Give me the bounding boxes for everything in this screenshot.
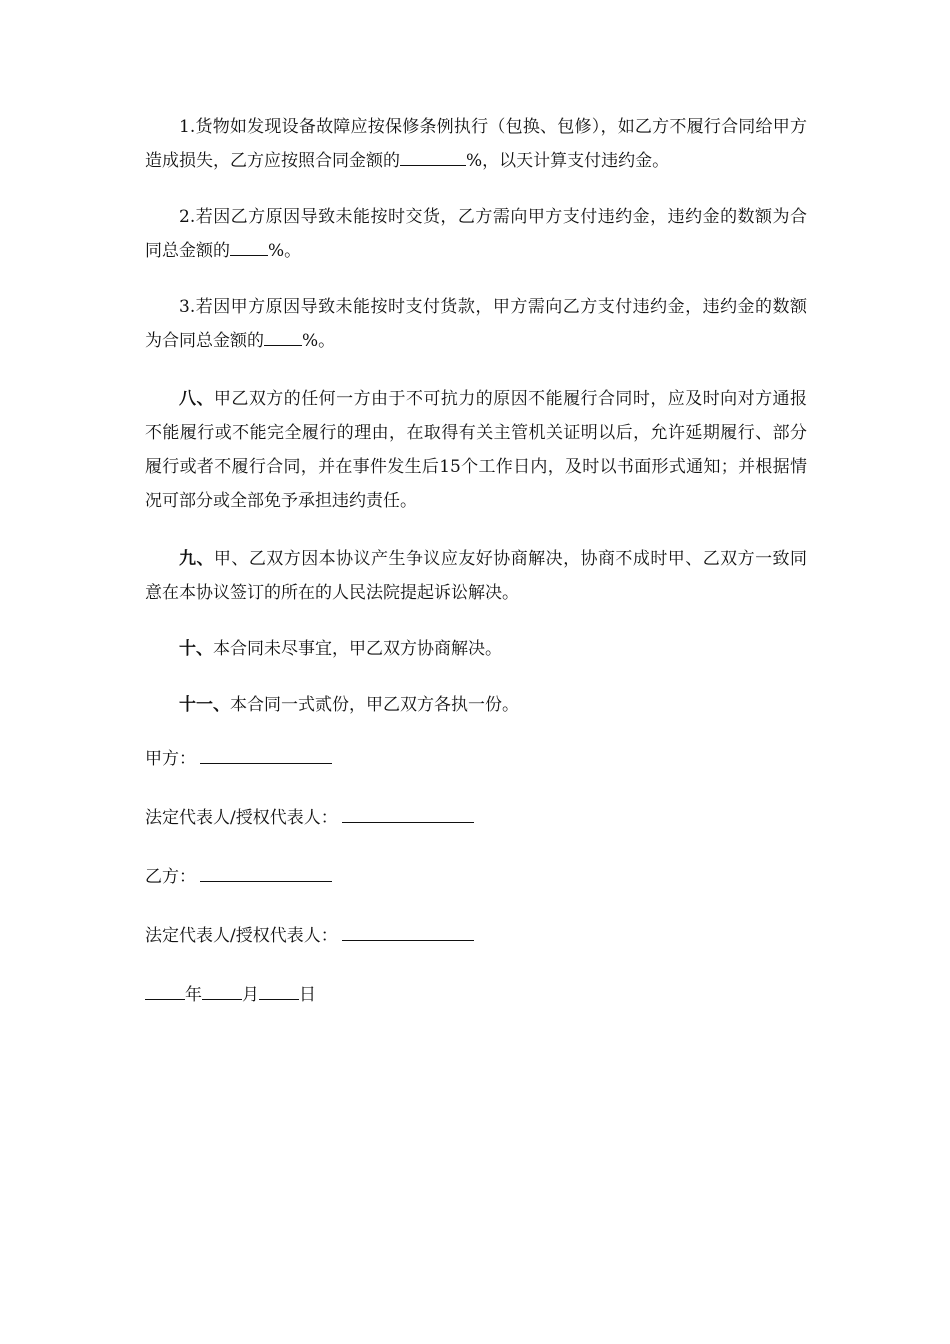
rep-a-label: 法定代表人/授权代表人： — [145, 808, 338, 828]
rep-a-blank[interactable] — [342, 802, 474, 823]
rep-b-label: 法定代表人/授权代表人： — [145, 926, 338, 946]
section-heading: 十、 — [179, 639, 213, 659]
date-line — [145, 978, 807, 1012]
party-a-blank[interactable] — [200, 743, 332, 764]
section-heading: 九、 — [179, 549, 214, 569]
party-a-label: 甲方： — [145, 749, 196, 769]
section-text: 本合同未尽事宜，甲乙双方协商解决。 — [213, 639, 502, 659]
clause-number: 3. — [179, 297, 196, 317]
clause-text-end: %。 — [268, 241, 302, 261]
section-10 — [145, 632, 807, 666]
section-heading: 十一、 — [179, 695, 230, 715]
party-a-line — [145, 742, 807, 776]
section-text: 本合同一式贰份，甲乙双方各执一份。 — [230, 695, 519, 715]
clause-3 — [145, 290, 807, 358]
section-8 — [145, 382, 807, 518]
percent-blank[interactable] — [230, 235, 268, 256]
rep-a-line — [145, 801, 807, 835]
party-b-line — [145, 860, 807, 894]
contract-body — [145, 110, 807, 1037]
clause-text: 若因甲方原因导致未能按时支付货款，甲方需向乙方支付违约金，违约金的数额为合同总金额的 — [145, 297, 807, 351]
day-blank[interactable] — [259, 979, 299, 1000]
clause-text-end: %，以天计算支付违约金。 — [466, 151, 670, 171]
percent-blank[interactable] — [400, 145, 466, 166]
clause-number: 2. — [179, 207, 196, 227]
clause-text-end: %。 — [302, 331, 336, 351]
section-text: 甲、乙双方因本协议产生争议应友好协商解决，协商不成时甲、乙双方一致同意在本协议签订的所在的人民法院提起诉讼解决。 — [145, 549, 808, 603]
percent-blank[interactable] — [264, 325, 302, 346]
clause-text: 若因乙方原因导致未能按时交货，乙方需向甲方支付违约金，违约金的数额为合同总金额的 — [145, 207, 807, 261]
clause-text: 货物如发现设备故障应按保修条例执行（包换、包修），如乙方不履行合同给甲方造成损失，乙方应按照合同金额的 — [145, 117, 807, 171]
section-9 — [145, 542, 807, 610]
month-label: 月 — [242, 985, 259, 1005]
party-b-label: 乙方： — [145, 867, 196, 887]
year-blank[interactable] — [145, 979, 185, 1000]
rep-b-line — [145, 919, 807, 953]
party-b-blank[interactable] — [200, 861, 332, 882]
rep-b-blank[interactable] — [342, 920, 474, 941]
clause-1 — [145, 110, 807, 178]
section-11 — [145, 688, 807, 722]
section-heading: 八、 — [179, 389, 214, 409]
clause-2 — [145, 200, 807, 268]
section-text: 甲乙双方的任何一方由于不可抗力的原因不能履行合同时，应及时向对方通报不能履行或不能完全履行的理由，在取得有关主管机关证明以后，允许延期履行、部分履行或者不履行合同，并在事件发生后15个工作日内，及时以书面形式通知；并根据情况可部分或全部免予承担违约责任。 — [145, 389, 808, 511]
month-blank[interactable] — [202, 979, 242, 1000]
clause-number: 1. — [179, 117, 196, 137]
day-label: 日 — [299, 985, 316, 1005]
year-label: 年 — [185, 985, 202, 1005]
